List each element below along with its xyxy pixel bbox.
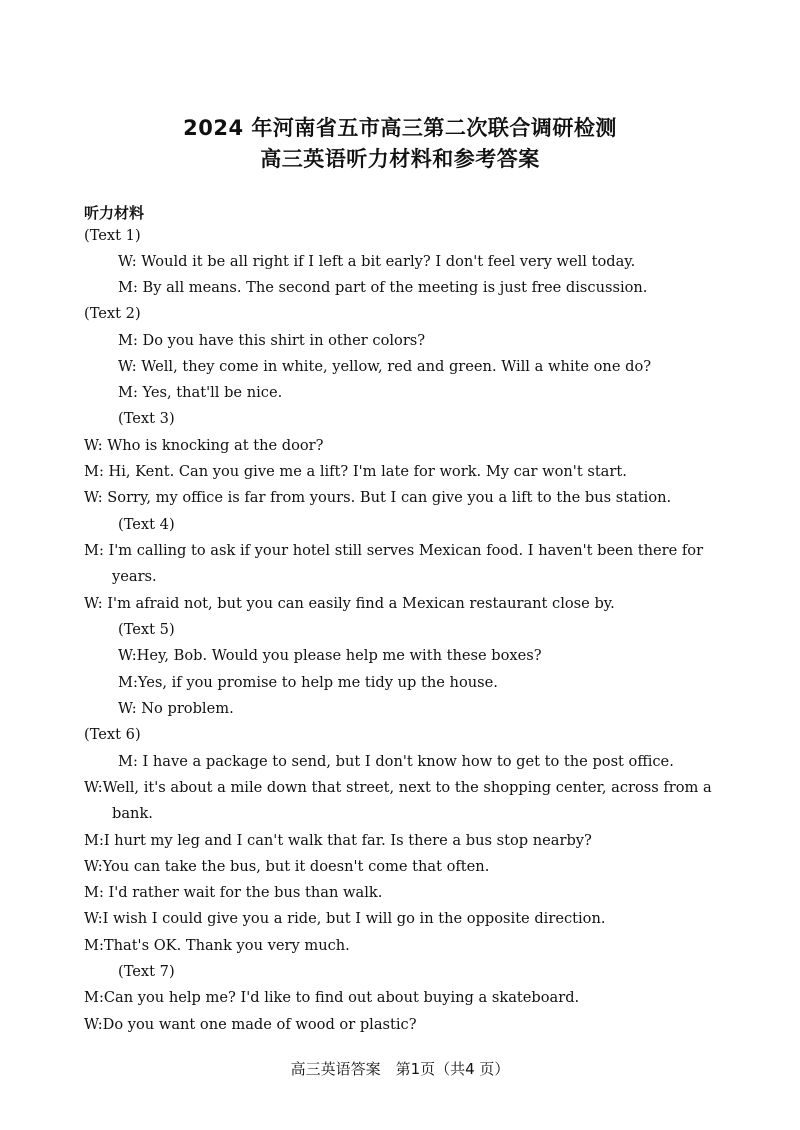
dialogue-line: M: I have a package to send, but I don't know how to get to the post office. — [118, 753, 674, 770]
dialogue-line: W:You can take the bus, but it doesn't come that often. — [84, 858, 490, 875]
text-label: (Text 1) — [84, 227, 141, 244]
dialogue-line: W: Who is knocking at the door? — [84, 437, 324, 454]
page-title: 2024 年河南省五市高三第二次联合调研检测 — [183, 116, 617, 140]
text-label: (Text 4) — [118, 516, 175, 533]
text-label: (Text 5) — [118, 621, 175, 638]
text-label: (Text 7) — [118, 963, 175, 980]
text-label: (Text 3) — [118, 410, 175, 427]
dialogue-line: M: By all means. The second part of the meeting is just free discussion. — [118, 279, 648, 296]
section-heading: 听力材料 — [84, 204, 145, 222]
dialogue-line: M: Hi, Kent. Can you give me a lift? I'm late for work. My car won't start. — [84, 463, 627, 480]
dialogue-line: M: Yes, that'll be nice. — [118, 384, 283, 401]
dialogue-line: W:Well, it's about a mile down that street, next to the shopping center, across from a — [84, 779, 712, 796]
dialogue-line: M:I hurt my leg and I can't walk that far. Is there a bus stop nearby? — [84, 832, 592, 849]
dialogue-line: M: I'd rather wait for the bus than walk. — [84, 884, 383, 901]
dialogue-line: W: I'm afraid not, but you can easily find a Mexican restaurant close by. — [84, 595, 615, 612]
dialogue-line: W: Sorry, my office is far from yours. But I can give you a lift to the bus station. — [84, 489, 672, 506]
text-label: (Text 2) — [84, 305, 141, 322]
dialogue-line: M:Can you help me? I'd like to find out about buying a skateboard. — [84, 989, 580, 1006]
dialogue-line-continued: bank. — [112, 805, 153, 822]
dialogue-line-continued: years. — [112, 568, 157, 585]
dialogue-line: W: No problem. — [118, 700, 234, 717]
dialogue-line: W: Would it be all right if I left a bit early? I don't feel very well today. — [118, 253, 636, 270]
dialogue-line: M: Do you have this shirt in other colors? — [118, 332, 426, 349]
dialogue-line: M:Yes, if you promise to help me tidy up the house. — [118, 674, 498, 691]
dialogue-line: W:Hey, Bob. Would you please help me with these boxes? — [118, 647, 542, 664]
dialogue-line: W:Do you want one made of wood or plastic? — [84, 1016, 417, 1033]
dialogue-line: M:That's OK. Thank you very much. — [84, 937, 350, 954]
dialogue-line: M: I'm calling to ask if your hotel still serves Mexican food. I haven't been there for — [84, 542, 704, 559]
text-label: (Text 6) — [84, 726, 141, 743]
dialogue-line: W:I wish I could give you a ride, but I will go in the opposite direction. — [84, 910, 606, 927]
page-subtitle: 高三英语听力材料和参考答案 — [260, 147, 540, 171]
page-footer: 高三英语答案 第1页（共4 页） — [290, 1060, 510, 1078]
dialogue-line: W: Well, they come in white, yellow, red and green. Will a white one do? — [118, 358, 652, 375]
